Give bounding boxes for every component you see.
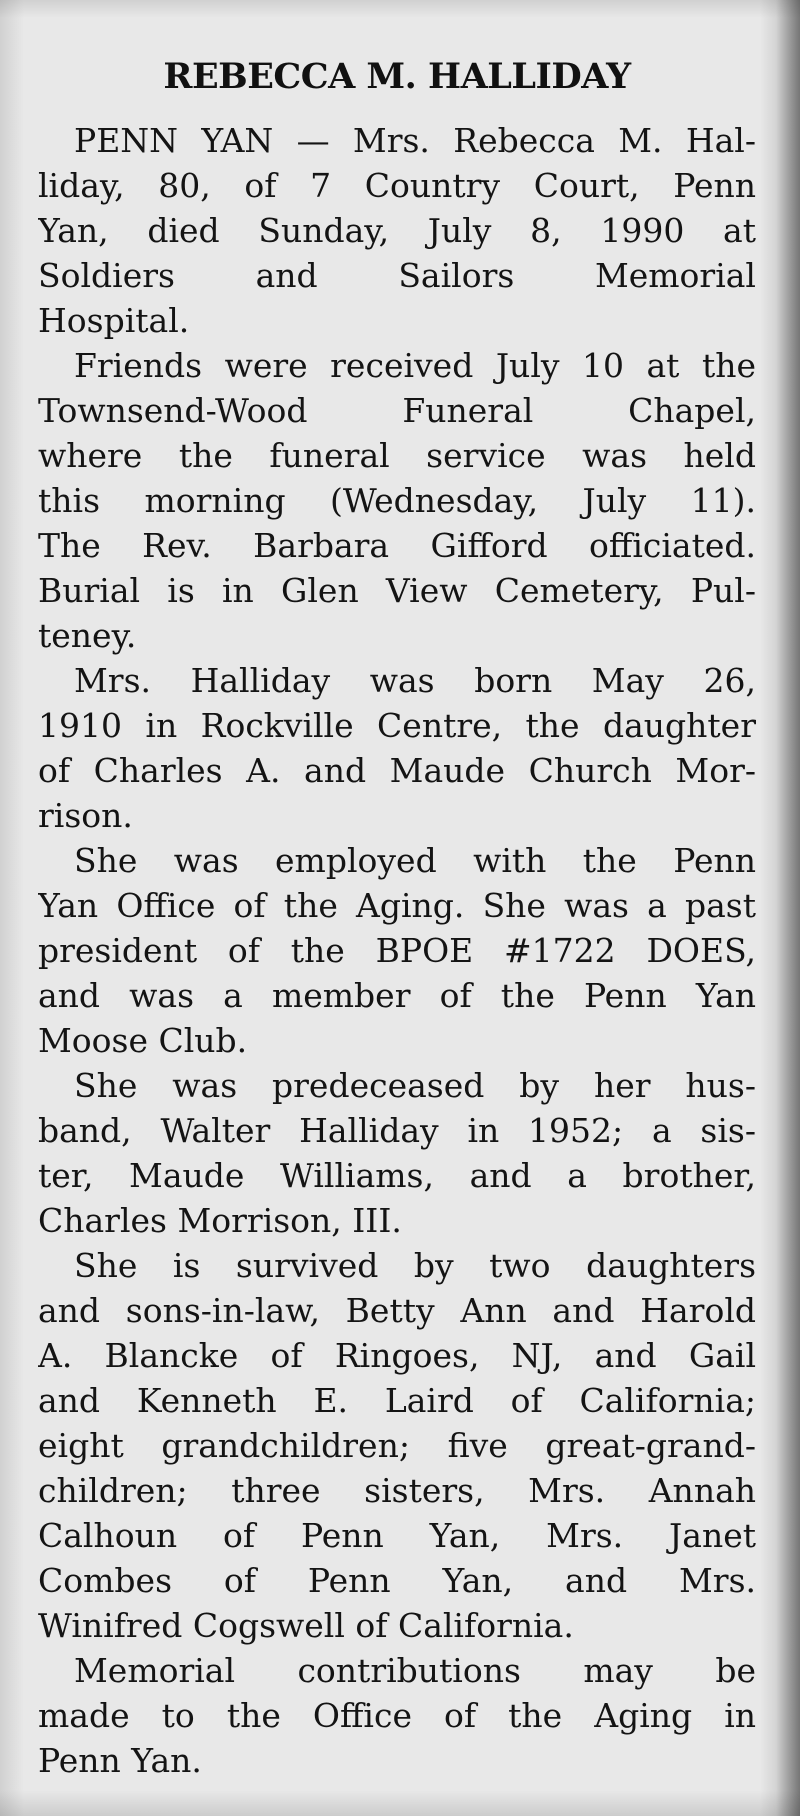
text-line: liday, 80, of 7 Country Court, Penn xyxy=(38,166,756,205)
text-line: president of the BPOE #1722 DOES, xyxy=(38,931,756,970)
text-line: Townsend-Wood Funeral Chapel, xyxy=(38,391,756,430)
paragraph-3 xyxy=(38,658,756,838)
text-line: Calhoun of Penn Yan, Mrs. Janet xyxy=(38,1516,756,1555)
page-shadow-edge xyxy=(776,0,800,1816)
text-line: rison. xyxy=(38,796,133,835)
paragraph-1 xyxy=(38,118,756,343)
text-line: Yan, died Sunday, July 8, 1990 at xyxy=(38,211,756,250)
text-line: and sons-in-law, Betty Ann and Harold xyxy=(38,1291,756,1330)
text-line: teney. xyxy=(38,616,137,655)
text-line: Mrs. Halliday was born May 26, xyxy=(74,661,756,700)
text-line: A. Blancke of Ringoes, NJ, and Gail xyxy=(38,1336,756,1375)
text-line: and was a member of the Penn Yan xyxy=(38,976,756,1015)
text-line: band, Walter Halliday in 1952; a sis- xyxy=(38,1111,756,1150)
text-line: Winifred Cogswell of California. xyxy=(38,1606,574,1645)
text-line: Charles Morrison, III. xyxy=(38,1201,402,1240)
text-line: Friends were received July 10 at the xyxy=(74,346,756,385)
text-line: She was employed with the Penn xyxy=(74,841,756,880)
text-line: The Rev. Barbara Gifford officiated. xyxy=(38,526,756,565)
text-line: Penn Yan. xyxy=(38,1741,202,1780)
text-line: children; three sisters, Mrs. Annah xyxy=(38,1471,756,1510)
text-line: ter, Maude Williams, and a brother, xyxy=(38,1156,756,1195)
text-line: Combes of Penn Yan, and Mrs. xyxy=(38,1561,756,1600)
text-line: Moose Club. xyxy=(38,1021,248,1060)
obituary-body xyxy=(38,118,756,1783)
text-line: Memorial contributions may be xyxy=(74,1651,756,1690)
text-line: PENN YAN — Mrs. Rebecca M. Hal- xyxy=(74,121,756,160)
text-line: Yan Office of the Aging. She was a past xyxy=(38,886,756,925)
paragraph-5 xyxy=(38,1063,756,1243)
text-line: Burial is in Glen View Cemetery, Pul- xyxy=(38,571,756,610)
text-line: Soldiers and Sailors Memorial xyxy=(38,256,756,295)
text-line: and Kenneth E. Laird of California; xyxy=(38,1381,756,1420)
text-line: Hospital. xyxy=(38,301,190,340)
paragraph-4 xyxy=(38,838,756,1063)
text-line: eight grandchildren; five great-grand- xyxy=(38,1426,756,1465)
text-line: 1910 in Rockville Centre, the daughter xyxy=(38,706,756,745)
text-line: made to the Office of the Aging in xyxy=(38,1696,756,1735)
text-line: She was predeceased by her hus- xyxy=(74,1066,756,1105)
text-line: where the funeral service was held xyxy=(38,436,756,475)
paragraph-2 xyxy=(38,343,756,658)
text-line: of Charles A. and Maude Church Mor- xyxy=(38,751,756,790)
text-line: She is survived by two daughters xyxy=(74,1246,756,1285)
paragraph-7 xyxy=(38,1648,756,1783)
obituary-headline: REBECCA M. HALLIDAY xyxy=(163,56,631,97)
text-line: this morning (Wednesday, July 11). xyxy=(38,481,756,520)
paragraph-6 xyxy=(38,1243,756,1648)
